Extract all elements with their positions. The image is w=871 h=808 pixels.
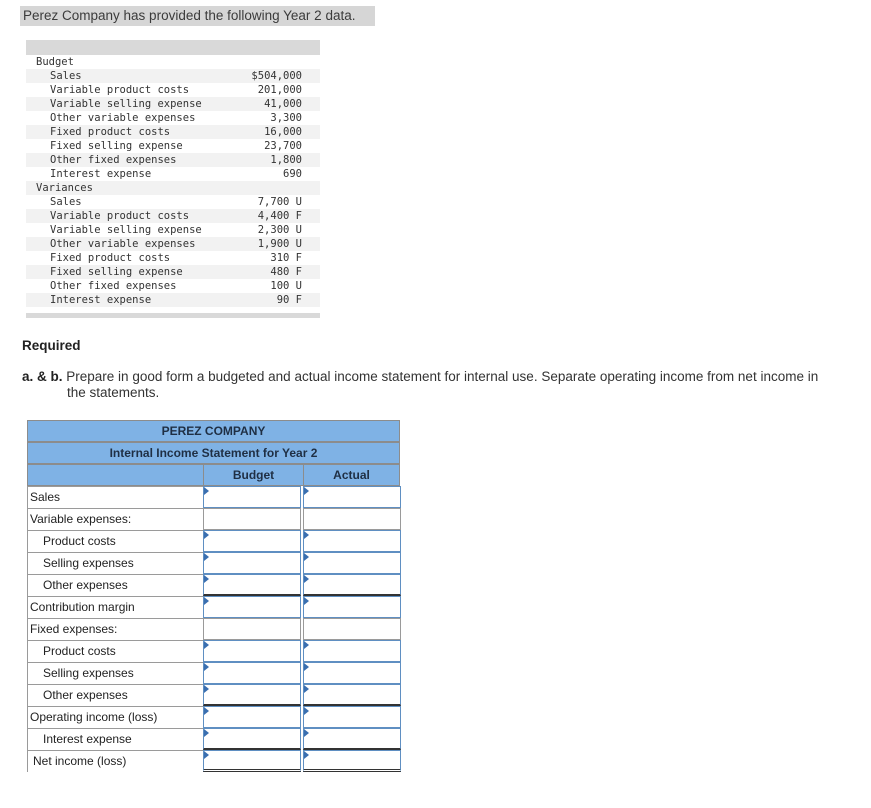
actual-amount-input[interactable]	[308, 665, 398, 683]
statement-row	[27, 574, 400, 596]
statement-row	[27, 750, 400, 772]
budget-empty-cell	[203, 618, 301, 640]
budget-column-header: Budget	[203, 464, 304, 486]
data-row-label: Fixed product costs	[50, 126, 171, 138]
data-row	[26, 265, 320, 279]
data-row-value: 690	[283, 168, 302, 180]
data-row-value: 201,000	[257, 84, 302, 96]
budget-input-cell[interactable]	[203, 706, 301, 728]
data-row	[26, 251, 320, 265]
data-row-label: Sales	[50, 70, 82, 82]
data-row-label: Other fixed expenses	[50, 154, 177, 166]
instructions-part-label: a. & b.	[22, 369, 63, 384]
statement-row-label: Selling expenses	[27, 552, 203, 574]
data-row	[26, 181, 320, 195]
data-row-value: 480 F	[270, 266, 302, 278]
budget-amount-input[interactable]	[208, 555, 298, 573]
budget-input-cell[interactable]	[203, 728, 301, 750]
budget-empty-cell	[203, 508, 301, 530]
data-row	[26, 195, 320, 209]
statement-row	[27, 508, 400, 530]
statement-row	[27, 728, 400, 750]
given-data-block	[26, 40, 320, 318]
actual-input-cell[interactable]	[303, 574, 401, 596]
data-row-label: Variable product costs	[50, 210, 190, 222]
budget-input-cell[interactable]	[203, 640, 301, 662]
actual-amount-input[interactable]	[308, 643, 398, 661]
actual-column-header: Actual	[303, 464, 400, 486]
statement-row	[27, 596, 400, 618]
data-row-value: 1,800	[270, 154, 302, 166]
budget-amount-input[interactable]	[208, 577, 298, 595]
data-row-label: Other variable expenses	[50, 112, 196, 124]
statement-row-label: Fixed expenses:	[27, 618, 203, 640]
statement-row-label: Variable expenses:	[27, 508, 203, 530]
data-row-label: Interest expense	[50, 168, 152, 180]
statement-row-label: Contribution margin	[27, 596, 203, 618]
statement-row-label: Product costs	[27, 530, 203, 552]
budget-input-cell[interactable]	[203, 596, 301, 618]
data-row	[26, 97, 320, 111]
data-row	[26, 125, 320, 139]
statement-row-label: Sales	[27, 486, 203, 508]
budget-input-cell[interactable]	[203, 552, 301, 574]
data-row-label: Fixed selling expense	[50, 266, 183, 278]
data-row-label: Variable selling expense	[50, 98, 202, 110]
data-row-label: Interest expense	[50, 294, 152, 306]
budget-input-cell[interactable]	[203, 530, 301, 552]
actual-empty-cell	[303, 618, 401, 640]
statement-row	[27, 486, 400, 508]
statement-row-label: Product costs	[27, 640, 203, 662]
data-row-value: 3,300	[270, 112, 302, 124]
actual-input-cell[interactable]	[303, 552, 401, 574]
statement-row	[27, 684, 400, 706]
instructions	[22, 369, 867, 401]
statement-title-header: Internal Income Statement for Year 2	[27, 442, 400, 464]
data-row-value: 23,700	[264, 140, 302, 152]
company-name-header: PEREZ COMPANY	[27, 420, 400, 442]
statement-row	[27, 640, 400, 662]
actual-input-cell[interactable]	[303, 530, 401, 552]
data-row	[26, 55, 320, 69]
data-row-label: Other variable expenses	[50, 238, 196, 250]
instructions-line-1: Prepare in good form a budgeted and actual income statement for internal use. Separate operating income from net income in	[66, 369, 819, 384]
budget-amount-input[interactable]	[208, 489, 298, 507]
data-row	[26, 83, 320, 97]
budget-input-cell[interactable]	[203, 486, 301, 508]
budget-amount-input[interactable]	[208, 753, 298, 771]
data-row	[26, 293, 320, 307]
budget-amount-input[interactable]	[208, 709, 298, 727]
actual-input-cell[interactable]	[303, 640, 401, 662]
data-row-label: Sales	[50, 196, 82, 208]
budget-input-cell[interactable]	[203, 750, 301, 772]
actual-amount-input[interactable]	[308, 753, 398, 771]
data-row-value: 310 F	[270, 252, 302, 264]
data-row-value: 90 F	[276, 294, 302, 306]
data-row-value: $504,000	[251, 70, 302, 82]
budget-amount-input[interactable]	[208, 665, 298, 683]
statement-row-label: Interest expense	[27, 728, 203, 750]
data-row	[26, 69, 320, 83]
data-row	[26, 153, 320, 167]
data-row-value: 100 U	[270, 280, 302, 292]
budget-amount-input[interactable]	[208, 599, 298, 617]
data-block-bottom-bar	[26, 313, 320, 318]
actual-amount-input[interactable]	[308, 709, 398, 727]
actual-amount-input[interactable]	[308, 687, 398, 705]
statement-row-label: Selling expenses	[27, 662, 203, 684]
statement-row-label: Operating income (loss)	[27, 706, 203, 728]
data-row	[26, 209, 320, 223]
data-row-label: Variable product costs	[50, 84, 190, 96]
data-row	[26, 167, 320, 181]
data-row-value: 2,300 U	[257, 224, 302, 236]
statement-row-label: Net income (loss)	[27, 750, 203, 772]
intro-text: Perez Company has provided the following Year 2 data.	[20, 6, 375, 26]
data-row	[26, 139, 320, 153]
data-rows	[26, 55, 320, 307]
required-heading: Required	[22, 338, 81, 353]
budget-amount-input[interactable]	[208, 533, 298, 551]
actual-input-cell[interactable]	[303, 750, 401, 772]
data-row-value: 7,700 U	[257, 196, 302, 208]
data-row	[26, 223, 320, 237]
data-row-value: 16,000	[264, 126, 302, 138]
actual-amount-input[interactable]	[308, 731, 398, 749]
actual-input-cell[interactable]	[303, 486, 401, 508]
data-row-value: 41,000	[264, 98, 302, 110]
actual-empty-cell	[303, 508, 401, 530]
actual-amount-input[interactable]	[308, 577, 398, 595]
statement-row	[27, 530, 400, 552]
data-row-label: Fixed product costs	[50, 252, 171, 264]
data-row	[26, 111, 320, 125]
budget-amount-input[interactable]	[208, 731, 298, 749]
actual-amount-input[interactable]	[308, 489, 398, 507]
statement-row-label: Other expenses	[27, 574, 203, 596]
statement-row	[27, 706, 400, 728]
data-row-value: 4,400 F	[257, 210, 302, 222]
data-block-top-bar	[26, 40, 320, 55]
actual-input-cell[interactable]	[303, 728, 401, 750]
data-row-label: Variable selling expense	[50, 224, 202, 236]
statement-row	[27, 618, 400, 640]
budget-input-cell[interactable]	[203, 684, 301, 706]
budget-amount-input[interactable]	[208, 687, 298, 705]
actual-input-cell[interactable]	[303, 706, 401, 728]
budget-input-cell[interactable]	[203, 662, 301, 684]
actual-input-cell[interactable]	[303, 684, 401, 706]
data-row-label: Other fixed expenses	[50, 280, 177, 292]
actual-input-cell[interactable]	[303, 662, 401, 684]
instructions-line-2: the statements.	[67, 385, 160, 400]
budget-input-cell[interactable]	[203, 574, 301, 596]
actual-amount-input[interactable]	[308, 555, 398, 573]
statement-row-label: Other expenses	[27, 684, 203, 706]
statement-row	[27, 662, 400, 684]
data-row-label: Fixed selling expense	[50, 140, 183, 152]
data-row-label: Variances	[36, 182, 93, 194]
actual-input-cell[interactable]	[303, 596, 401, 618]
data-row	[26, 237, 320, 251]
data-row-value: 1,900 U	[257, 238, 302, 250]
actual-amount-input[interactable]	[308, 599, 398, 617]
statement-row	[27, 552, 400, 574]
data-row	[26, 279, 320, 293]
data-row-label: Budget	[36, 56, 74, 68]
budget-amount-input[interactable]	[208, 643, 298, 661]
label-column-header	[27, 464, 204, 486]
actual-amount-input[interactable]	[308, 533, 398, 551]
